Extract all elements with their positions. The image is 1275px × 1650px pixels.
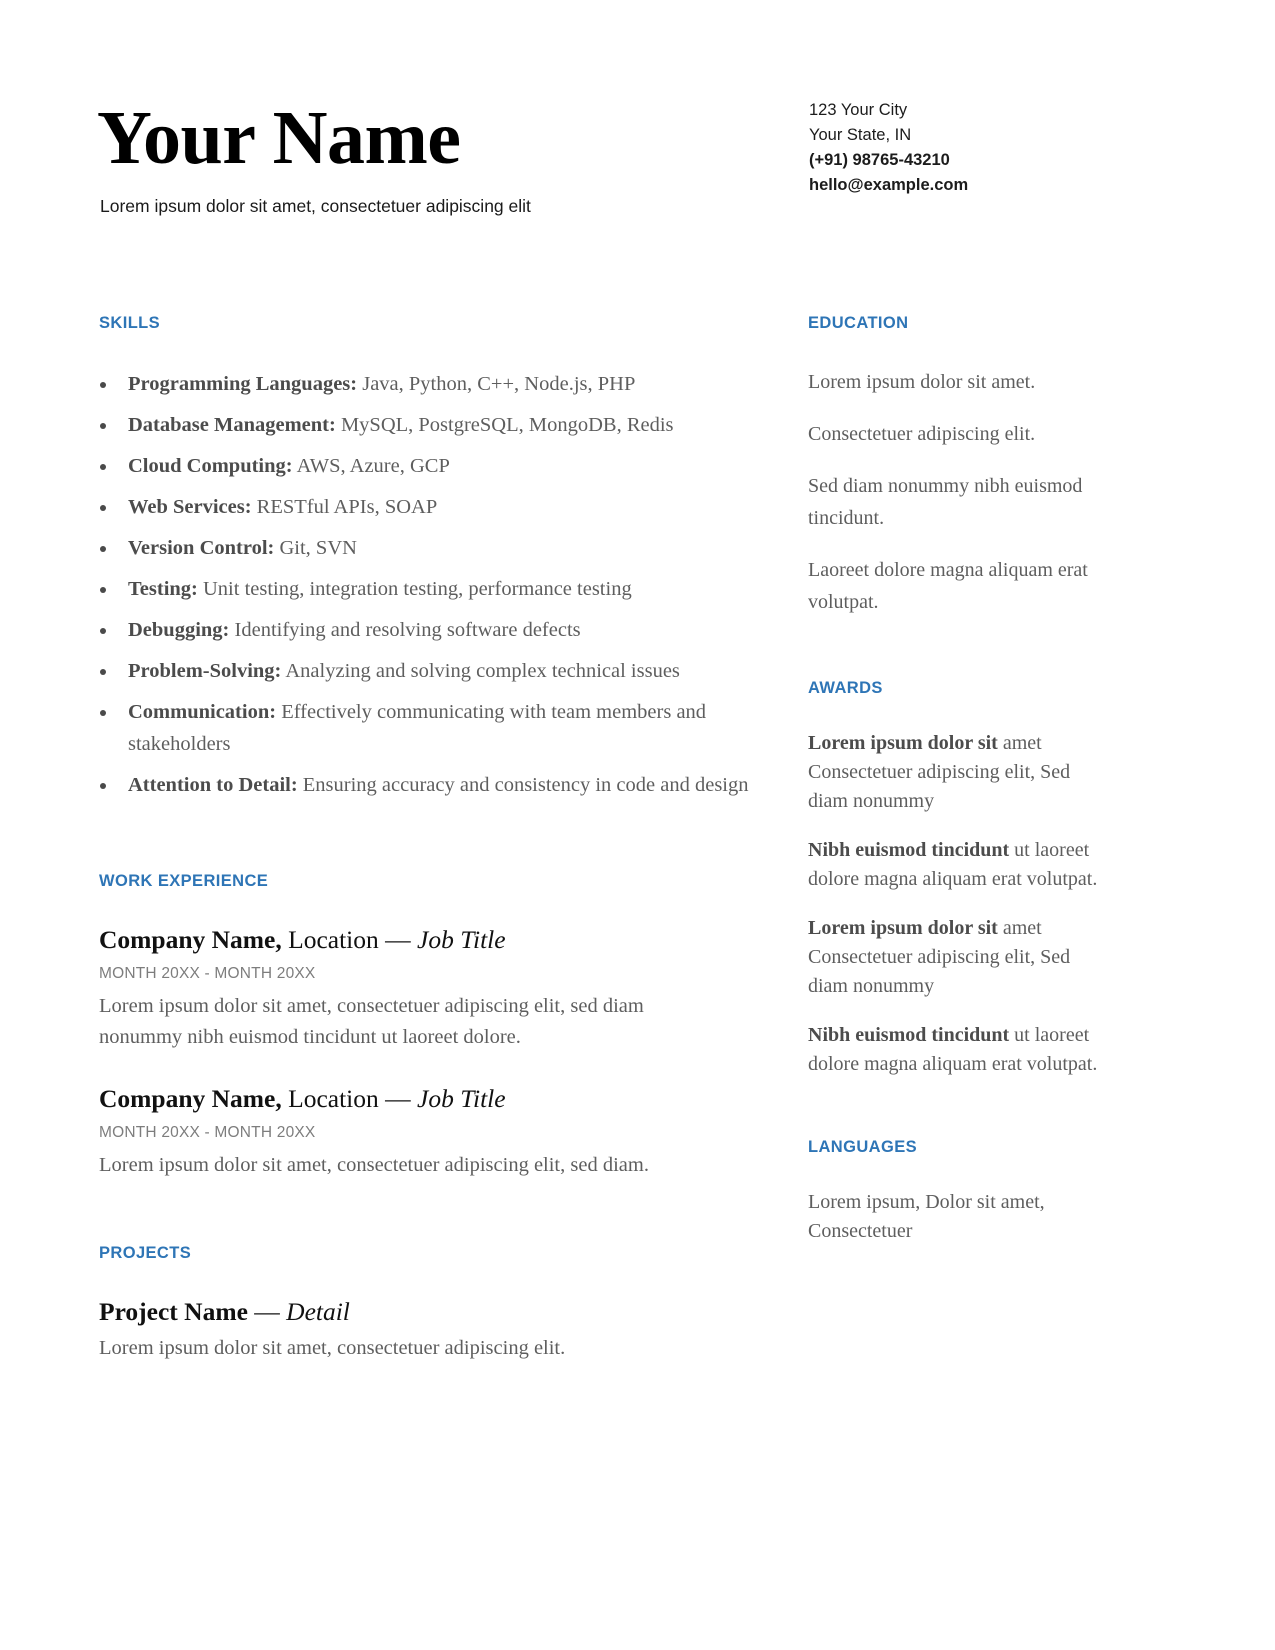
job-dates: MONTH 20XX - MONTH 20XX — [99, 1124, 316, 1141]
awards-section — [808, 678, 1098, 1079]
education-section — [808, 313, 1098, 618]
project-description: Lorem ipsum dolor sit amet, consectetuer adipiscing elit. — [99, 1337, 566, 1359]
skill-item — [99, 614, 759, 646]
job-dates: MONTH 20XX - MONTH 20XX — [99, 965, 316, 982]
job-description: Lorem ipsum dolor sit amet, consectetuer adipiscing elit, sed diam nonummy nibh euismod tincidunt ut laoreet dolore. — [99, 995, 644, 1048]
skill-item — [99, 409, 759, 441]
job-description: Lorem ipsum dolor sit amet, consectetuer adipiscing elit, sed diam. — [99, 1154, 649, 1176]
skill-item — [99, 450, 759, 482]
job-location: Location — [281, 925, 379, 954]
job-location: Location — [281, 1084, 379, 1113]
award-detail: amet Consectetuer adipiscing elit, Sed diam nonummy — [808, 917, 1071, 997]
work-experience-heading: WORK EXPERIENCE — [99, 872, 269, 890]
skill-label: Programming Languages: — [128, 373, 358, 395]
skill-label: Testing: — [128, 578, 198, 600]
right-column — [808, 313, 1098, 1246]
skill-value: Effectively communicating with team members and stakeholders — [128, 701, 707, 755]
skill-value: MySQL, PostgreSQL, MongoDB, Redis — [335, 414, 674, 436]
skill-label: Debugging: — [128, 619, 230, 641]
awards-heading: AWARDS — [808, 679, 883, 697]
education-item: Sed diam nonummy nibh euismod tincidunt. — [808, 475, 1083, 529]
work-experience-section — [99, 871, 759, 1181]
skill-value: Identifying and resolving software defects — [229, 619, 581, 641]
job-company: Company Name, — [99, 925, 282, 954]
jobs-container — [99, 923, 759, 1181]
skill-value: Ensuring accuracy and consistency in code and design — [297, 774, 749, 796]
project-name: Project Name — [99, 1297, 248, 1326]
award-item — [808, 1021, 1098, 1079]
job-title-line — [99, 1082, 759, 1116]
language-item: Lorem ipsum, Dolor sit amet, Consectetuer — [808, 1191, 1045, 1242]
skill-value: Unit testing, integration testing, performance testing — [197, 578, 632, 600]
projects-heading: PROJECTS — [99, 1244, 192, 1262]
contact-address-line1: 123 Your City — [809, 101, 908, 119]
job-entry — [99, 1082, 759, 1181]
languages-section — [808, 1137, 1098, 1246]
skill-item — [99, 532, 759, 564]
award-title: Lorem ipsum dolor sit — [808, 732, 998, 754]
skill-value: Git, SVN — [274, 537, 357, 559]
contact-address-line2: Your State, IN — [809, 126, 912, 144]
skill-item — [99, 769, 759, 801]
job-title-line — [99, 923, 759, 957]
award-detail: amet Consectetuer adipiscing elit, Sed diam nonummy — [808, 732, 1071, 812]
job-dash: — — [378, 925, 418, 954]
skill-label: Web Services: — [128, 496, 252, 518]
resume-header — [0, 0, 1275, 250]
education-item: Consectetuer adipiscing elit. — [808, 423, 1036, 445]
project-dash: — — [247, 1297, 287, 1326]
award-item — [808, 836, 1098, 894]
job-role: Job Title — [417, 1084, 506, 1113]
skill-item — [99, 573, 759, 605]
skill-label: Problem-Solving: — [128, 660, 282, 682]
skill-value: AWS, Azure, GCP — [292, 455, 450, 477]
award-title: Nibh euismod tincidunt — [808, 1024, 1010, 1046]
job-dash: — — [378, 1084, 418, 1113]
languages-heading: LANGUAGES — [808, 1138, 918, 1156]
skill-label: Cloud Computing: — [128, 455, 293, 477]
project-title-line — [99, 1295, 759, 1329]
skill-item — [99, 696, 759, 760]
projects-container — [99, 1295, 759, 1364]
skill-label: Attention to Detail: — [128, 774, 298, 796]
skill-value: Analyzing and solving complex technical issues — [281, 660, 680, 682]
education-item: Laoreet dolore magna aliquam erat volutpat. — [808, 559, 1088, 613]
award-item — [808, 729, 1098, 816]
projects-section — [99, 1243, 759, 1364]
contact-email[interactable]: hello@example.com — [809, 176, 969, 194]
project-detail: Detail — [286, 1297, 350, 1326]
candidate-tagline: Lorem ipsum dolor sit amet, consectetuer adipiscing elit — [100, 196, 531, 216]
contact-phone[interactable]: (+91) 98765-43210 — [809, 151, 950, 169]
skills-section — [99, 313, 759, 801]
education-container — [808, 366, 1098, 618]
skills-heading: SKILLS — [99, 314, 161, 332]
award-item — [808, 914, 1098, 1001]
skill-label: Communication: — [128, 701, 277, 723]
award-detail: ut laoreet dolore magna aliquam erat volutpat. — [808, 1024, 1098, 1075]
job-company: Company Name, — [99, 1084, 282, 1113]
skill-value: RESTful APIs, SOAP — [251, 496, 438, 518]
awards-container — [808, 729, 1098, 1079]
candidate-name: Your Name — [97, 96, 461, 180]
skills-list — [99, 368, 759, 801]
skill-value: Java, Python, C++, Node.js, PHP — [357, 373, 636, 395]
award-title: Nibh euismod tincidunt — [808, 839, 1010, 861]
education-item: Lorem ipsum dolor sit amet. — [808, 371, 1036, 393]
education-heading: EDUCATION — [808, 314, 909, 332]
skill-label: Database Management: — [128, 414, 336, 436]
job-role: Job Title — [417, 925, 506, 954]
languages-container — [808, 1188, 1098, 1246]
job-entry — [99, 923, 759, 1053]
skill-item — [99, 655, 759, 687]
award-detail: ut laoreet dolore magna aliquam erat volutpat. — [808, 839, 1098, 890]
contact-info-block — [809, 98, 1159, 198]
left-column — [99, 313, 759, 1364]
skill-item — [99, 491, 759, 523]
award-title: Lorem ipsum dolor sit — [808, 917, 998, 939]
skill-label: Version Control: — [128, 537, 275, 559]
project-entry — [99, 1295, 759, 1364]
skill-item — [99, 368, 759, 400]
